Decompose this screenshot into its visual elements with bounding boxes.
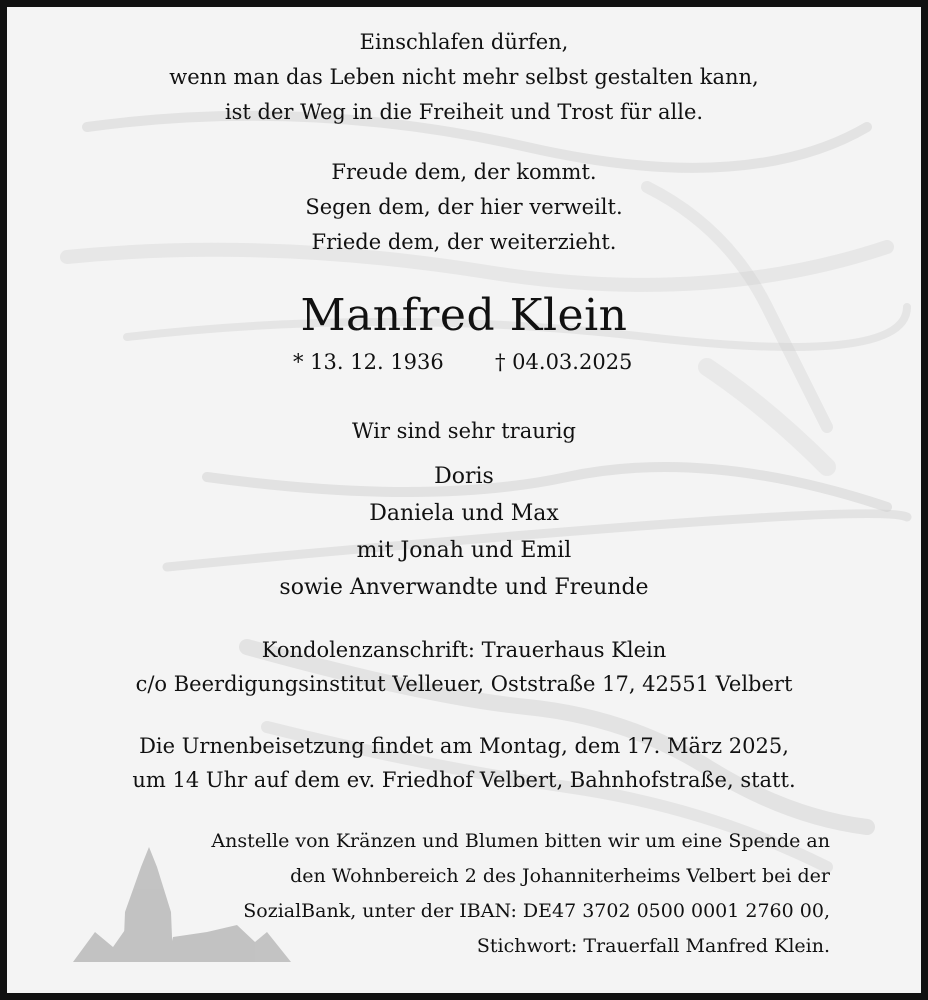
poem-line: Segen dem, der hier verweilt.	[305, 195, 623, 219]
mourners-intro: Wir sind sehr traurig	[352, 419, 576, 443]
poem-line: Friede dem, der weiterzieht.	[311, 230, 617, 254]
obituary-content	[7, 7, 921, 993]
poem-line: ist der Weg in die Freiheit und Trost für alle.	[224, 100, 704, 124]
mourner-name: Daniela und Max	[369, 501, 559, 526]
burial-info: Die Urnenbeisetzung findet am Montag, dem 17. März 2025,	[139, 734, 789, 758]
donation-line: Anstelle von Kränzen und Blumen bitten wir um eine Spende an	[211, 830, 830, 852]
burial-info: um 14 Uhr auf dem ev. Friedhof Velbert, Bahnhofstraße, statt.	[132, 768, 796, 792]
death-date: † 04.03.2025	[495, 350, 633, 374]
poem-line: Einschlafen dürfen,	[359, 30, 569, 54]
poem-line: wenn man das Leben nicht mehr selbst gestalten kann,	[169, 65, 759, 89]
condolence-address: Kondolenzanschrift: Trauerhaus Klein	[261, 638, 667, 662]
mourner-name: mit Jonah und Emil	[356, 538, 572, 563]
donation-line: Stichwort: Trauerfall Manfred Klein.	[476, 935, 830, 957]
deceased-name: Manfred Klein	[300, 290, 628, 341]
birth-date: * 13. 12. 1936	[293, 350, 444, 374]
mourner-name: sowie Anverwandte und Freunde	[279, 575, 649, 600]
condolence-address: c/o Beerdigungsinstitut Velleuer, Oststraße 17, 42551 Velbert	[135, 672, 793, 696]
mourner-name: Doris	[434, 464, 494, 489]
donation-line: SozialBank, unter der IBAN: DE47 3702 0500 0001 2760 00,	[243, 900, 830, 922]
poem-line: Freude dem, der kommt.	[331, 160, 597, 184]
donation-line: den Wohnbereich 2 des Johanniterheims Velbert bei der	[290, 865, 830, 887]
